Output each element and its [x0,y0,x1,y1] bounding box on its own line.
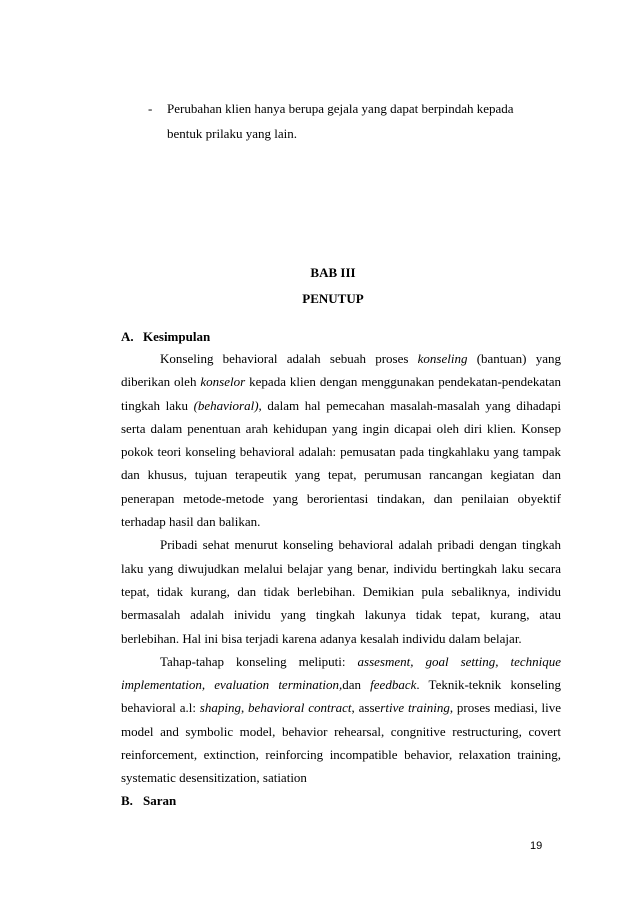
paragraph-1-emphasis: (behavioral), [193,397,262,413]
paragraph-1-text: Konsep pokok teori konseling behavioral adalah: pemusatan pada tingkahlaku yang tampak dan khusus, tujuan terapeutik yang tepat, perumusan rancangan kegiatan dan penerapan metode-metode yang berorientasi tindakan, dan penilaian obyektif terhadap hasil dan balikan. [121,420,561,530]
section-heading-saran [121,793,176,809]
paragraph-3-text: , asse [351,700,381,716]
paragraph-1-text: dalam hal pemecahan masalah-masalah yang dihadapi serta dalam penentuan arah kehidupan yang ingin dicapai oleh diri klien [121,397,561,436]
paragraph-1-emphasis: konselor [200,374,246,390]
bullet-text [167,96,547,146]
paragraph-1-emphasis: konseling [417,351,468,366]
paragraph-1-text: kepada klien dengan menggunakan pendekatan-pendekatan tingkah laku [121,374,561,413]
paragraph-3-text: . Teknik-teknik konseling behavioral a.l: [121,677,561,716]
paragraph-1-emphasis: . [513,420,517,436]
bullet-dash: - [148,101,153,116]
paragraph-3-emphasis: behavioral contract [248,700,352,716]
section-title: Kesimpulan [143,329,211,344]
section-letter: A. [121,329,134,344]
section-letter: B. [121,793,133,808]
paragraph-3-emphasis: rtive training [380,700,450,716]
chapter-title: PENUTUP [302,291,364,306]
paragraph-3-emphasis: assesment, goal setting, technique implementation, evaluation termination, [121,653,561,693]
paragraph-3-text: , [240,700,249,716]
paragraph-3-emphasis: feedback [370,677,417,693]
paragraph-3-text: , proses mediasi, live model and symbolic model, behavior rehearsal, congnitive restructuring, covert reinforcement, extinction, reinforcing incompatible behavior, relaxation training, systematic desensitization, satiation [121,700,561,786]
chapter-number: BAB III [310,265,356,280]
paragraph-3-text: dan [342,677,371,693]
section-title: Saran [143,793,177,808]
section-heading-kesimpulan [121,329,210,345]
bullet-line-2: bentuk prilaku yang lain. [167,126,297,141]
page-number: 19 [530,840,543,852]
paragraph-1 [121,347,561,533]
bullet-line-1: Perubahan klien hanya berupa gejala yang dapat berpindah kepada [167,101,514,116]
paragraph-3-text: Tahap-tahap konseling meliputi: [160,653,358,669]
paragraph-1-text: (bantuan) yang diberikan oleh [121,351,561,390]
paragraph-3 [121,650,561,790]
paragraph-3-emphasis: shaping [199,700,241,716]
paragraph-2: Pribadi sehat menurut konseling behavioral adalah pribadi dengan tingkah laku yang diwujudkan melalui belajar yang benar, individu bertingkah laku secara tepat, tidak kurang, dan tidak berlebihan. Demikian pula sebaliknya, individu bermasalah adalah inividu yang tingkah lakunya tidak tepat, kurang, atau berlebihan. Hal ini bisa terjadi karena adanya kesalah individu dalam belajar. [121,537,561,646]
paragraph-1-text: Konseling behavioral adalah sebuah proses [160,351,418,366]
body-text [121,347,561,790]
